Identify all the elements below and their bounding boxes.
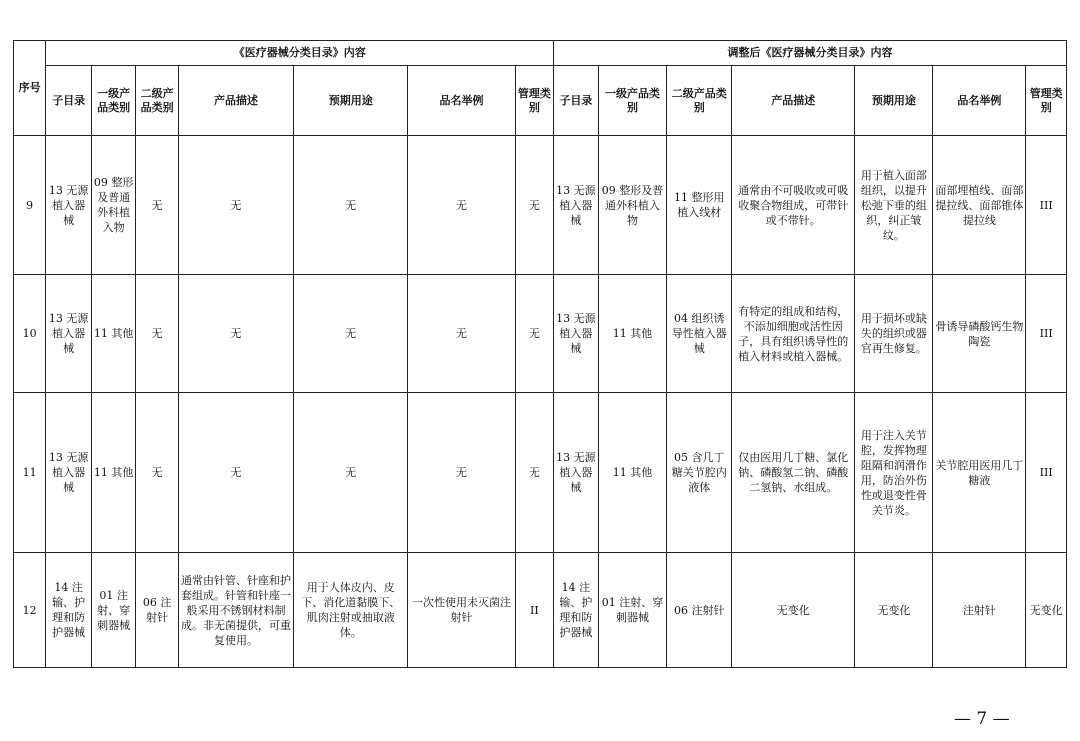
cell-adjusted-examples: 面部埋植线、面部提拉线、面部锥体提拉线 xyxy=(933,136,1026,275)
cell-seq: 9 xyxy=(14,136,46,275)
cell-original-mgmt: 无 xyxy=(515,136,553,275)
cell-original-level2: 无 xyxy=(136,275,178,393)
cell-adjusted-desc: 无变化 xyxy=(732,553,855,668)
header-original-examples: 品名举例 xyxy=(408,66,515,136)
cell-original-level1: 11 其他 xyxy=(91,275,136,393)
cell-adjusted-use: 用于损坏或缺失的组织或器官再生修复。 xyxy=(855,275,933,393)
cell-original-desc: 无 xyxy=(178,275,293,393)
cell-adjusted-level1: 01 注射、穿刺器械 xyxy=(598,553,667,668)
header-adjusted-sub-catalog: 子目录 xyxy=(554,66,599,136)
cell-adjusted-examples: 关节腔用医用几丁糖液 xyxy=(933,393,1026,553)
header-adjusted-use: 预期用途 xyxy=(855,66,933,136)
cell-adjusted-sub-catalog: 13 无源植入器械 xyxy=(554,275,599,393)
header-original-sub-catalog: 子目录 xyxy=(46,66,92,136)
header-original-level1: 一级产品类别 xyxy=(91,66,136,136)
cell-original-mgmt: II xyxy=(515,553,553,668)
header-adjusted-desc: 产品描述 xyxy=(732,66,855,136)
cell-adjusted-mgmt: III xyxy=(1026,275,1067,393)
group-header-row xyxy=(14,41,1067,66)
cell-adjusted-level1: 11 其他 xyxy=(598,393,667,553)
cell-original-level1: 01 注射、穿刺器械 xyxy=(91,553,136,668)
table-row xyxy=(14,393,1067,553)
cell-original-level2: 无 xyxy=(136,136,178,275)
cell-adjusted-level1: 09 整形及普通外科植入物 xyxy=(598,136,667,275)
cell-original-use: 无 xyxy=(294,275,408,393)
cell-original-desc: 无 xyxy=(178,136,293,275)
cell-original-sub-catalog: 13 无源植入器械 xyxy=(46,393,92,553)
cell-original-examples: 一次性使用未灭菌注射针 xyxy=(408,553,515,668)
cell-adjusted-sub-catalog: 14 注输、护理和防护器械 xyxy=(554,553,599,668)
header-original-mgmt: 管理类别 xyxy=(515,66,553,136)
cell-adjusted-mgmt: 无变化 xyxy=(1026,553,1067,668)
table-row xyxy=(14,553,1067,668)
cell-adjusted-desc: 通常由不可吸收或可吸收聚合物组成，可带针或不带针。 xyxy=(732,136,855,275)
header-original-group: 《医疗器械分类目录》内容 xyxy=(46,41,554,66)
cell-adjusted-use: 用于植入面部组织，以提升松弛下垂的组织，纠正皱纹。 xyxy=(855,136,933,275)
cell-adjusted-mgmt: III xyxy=(1026,136,1067,275)
page-number: — 7 — xyxy=(954,709,1010,729)
cell-adjusted-desc: 有特定的组成和结构，不添加细胞或活性因子，具有组织诱导性的植入材料或植入器械。 xyxy=(732,275,855,393)
cell-adjusted-level2: 11 整形用植入线材 xyxy=(667,136,732,275)
cell-adjusted-mgmt: III xyxy=(1026,393,1067,553)
cell-original-mgmt: 无 xyxy=(515,275,553,393)
cell-original-examples: 无 xyxy=(408,275,515,393)
cell-adjusted-level2: 05 含几丁糖关节腔内液体 xyxy=(667,393,732,553)
cell-adjusted-use: 用于注入关节腔，发挥物理阻隔和润滑作用，防治外伤性或退变性骨关节炎。 xyxy=(855,393,933,553)
cell-original-sub-catalog: 13 无源植入器械 xyxy=(46,275,92,393)
cell-original-use: 用于人体皮内、皮下、消化道黏膜下、肌肉注射或抽取液体。 xyxy=(294,553,408,668)
header-adjusted-level1: 一级产品类别 xyxy=(598,66,667,136)
cell-original-use: 无 xyxy=(294,393,408,553)
cell-seq: 11 xyxy=(14,393,46,553)
cell-original-level2: 06 注射针 xyxy=(136,553,178,668)
cell-original-sub-catalog: 14 注输、护理和防护器械 xyxy=(46,553,92,668)
cell-adjusted-use: 无变化 xyxy=(855,553,933,668)
cell-adjusted-examples: 骨诱导磷酸钙生物陶瓷 xyxy=(933,275,1026,393)
cell-adjusted-sub-catalog: 13 无源植入器械 xyxy=(554,136,599,275)
classification-table xyxy=(13,40,1067,668)
cell-seq: 10 xyxy=(14,275,46,393)
cell-original-level1: 11 其他 xyxy=(91,393,136,553)
cell-original-level1: 09 整形及普通外科植入物 xyxy=(91,136,136,275)
header-adjusted-group: 调整后《医疗器械分类目录》内容 xyxy=(554,41,1067,66)
cell-original-sub-catalog: 13 无源植入器械 xyxy=(46,136,92,275)
cell-adjusted-examples: 注射针 xyxy=(933,553,1026,668)
header-adjusted-examples: 品名举例 xyxy=(933,66,1026,136)
cell-adjusted-level2: 06 注射针 xyxy=(667,553,732,668)
cell-adjusted-sub-catalog: 13 无源植入器械 xyxy=(554,393,599,553)
header-original-use: 预期用途 xyxy=(294,66,408,136)
header-adjusted-level2: 二级产品类别 xyxy=(667,66,732,136)
cell-adjusted-desc: 仅由医用几丁糖、氯化钠、磷酸氢二钠、磷酸二氢钠、水组成。 xyxy=(732,393,855,553)
header-original-level2: 二级产品类别 xyxy=(136,66,178,136)
header-seq: 序号 xyxy=(14,41,46,136)
cell-original-desc: 通常由针管、针座和护套组成。针管和针座一般采用不锈钢材料制成。非无菌提供，可重复使用。 xyxy=(178,553,293,668)
cell-adjusted-level2: 04 组织诱导性植入器械 xyxy=(667,275,732,393)
cell-original-desc: 无 xyxy=(178,393,293,553)
header-adjusted-mgmt: 管理类别 xyxy=(1026,66,1067,136)
cell-seq: 12 xyxy=(14,553,46,668)
cell-original-examples: 无 xyxy=(408,136,515,275)
table-row xyxy=(14,275,1067,393)
cell-original-use: 无 xyxy=(294,136,408,275)
cell-original-mgmt: 无 xyxy=(515,393,553,553)
table-row xyxy=(14,136,1067,275)
header-original-desc: 产品描述 xyxy=(178,66,293,136)
cell-original-examples: 无 xyxy=(408,393,515,553)
column-header-row xyxy=(14,66,1067,136)
cell-original-level2: 无 xyxy=(136,393,178,553)
cell-adjusted-level1: 11 其他 xyxy=(598,275,667,393)
